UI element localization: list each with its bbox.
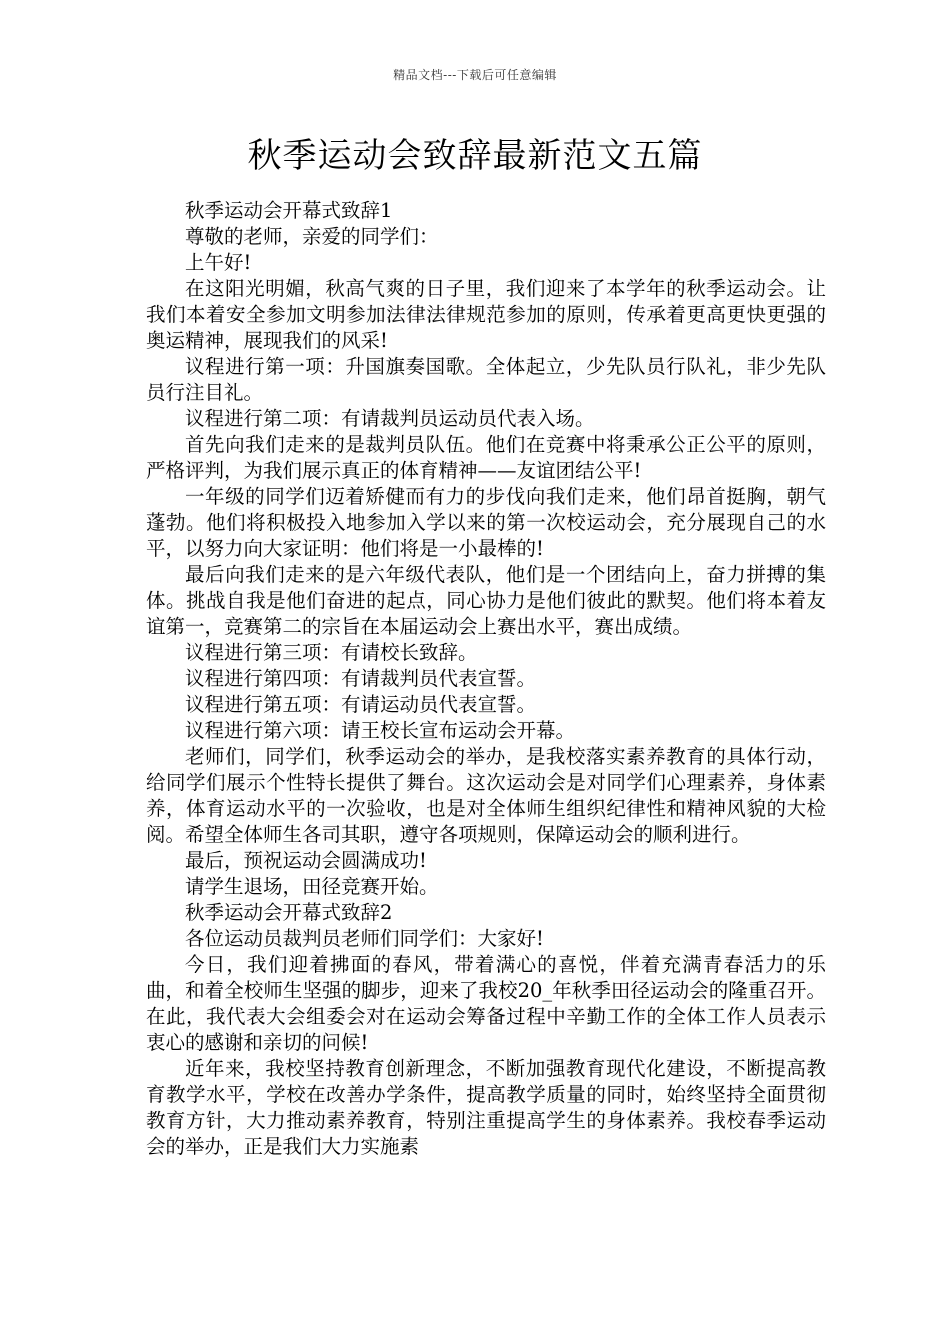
paragraph: 老师们，同学们，秋季运动会的举办，是我校落实素养教育的具体行动，给同学们展示个性特长提供了舞台。这次运动会是对同学们心理素养，身体素养，体育运动水平的一次验收，也是对全体师生组织纪律性和精神风貌的大检阅。希望全体师生各司其职，遵守各项规则，保障运动会的顺利进行。 — [146, 745, 826, 846]
paragraph: 秋季运动会开幕式致辞2 — [185, 901, 393, 924]
paragraph: 最后向我们走来的是六年级代表队，他们是一个团结向上，奋力拼搏的集体。挑战自我是他们奋进的起点，同心协力是他们彼此的默契。他们将本着友谊第一，竞赛第二的宗旨在本届运动会上赛出水平，赛出成绩。 — [146, 563, 826, 638]
paragraph: 请学生退场，田径竞赛开始。 — [185, 875, 439, 898]
paragraph: 议程进行第四项：有请裁判员代表宣誓。 — [185, 667, 537, 690]
paragraph: 议程进行第三项：有请校长致辞。 — [185, 641, 478, 664]
paragraph: 近年来，我校坚持教育创新理念，不断加强教育现代化建设，不断提高教育教学水平，学校在改善办学条件，提高教学质量的同时，始终坚持全面贯彻教育方针，大力推动素养教育，特别注重提高学生的身体素养。我校春季运动会的举办，正是我们大力实施素 — [146, 1057, 826, 1158]
document-body — [146, 198, 826, 1160]
paragraph: 议程进行第二项：有请裁判员运动员代表入场。 — [185, 407, 595, 430]
paragraph: 各位运动员裁判员老师们同学们：大家好! — [185, 927, 544, 950]
paragraph: 议程进行第六项：请王校长宣布运动会开幕。 — [185, 719, 576, 742]
paragraph: 一年级的同学们迈着矫健而有力的步伐向我们走来，他们昂首挺胸，朝气蓬勃。他们将积极投入地参加入学以来的第一次校运动会，充分展现自己的水平，以努力向大家证明：他们将是一小最棒的! — [146, 485, 826, 560]
paragraph: 今日，我们迎着拂面的春风，带着满心的喜悦，伴着充满青春活力的乐曲，和着全校师生坚强的脚步，迎来了我校20_年秋季田径运动会的隆重召开。在此，我代表大会组委会对在运动会筹备过程中辛勤工作的全体工作人员表示衷心的感谢和亲切的问候! — [146, 953, 826, 1054]
paragraph: 在这阳光明媚，秋高气爽的日子里，我们迎来了本学年的秋季运动会。让我们本着安全参加文明参加法律法律规范参加的原则，传承着更高更快更强的奥运精神，展现我们的风采! — [146, 277, 826, 352]
paragraph: 首先向我们走来的是裁判员队伍。他们在竞赛中将秉承公正公平的原则，严格评判，为我们展示真正的体育精神——友谊团结公平! — [146, 433, 826, 482]
paragraph: 最后，预祝运动会圆满成功! — [185, 849, 427, 872]
page-header-note: 精品文档---下载后可任意编辑 — [393, 68, 557, 82]
paragraph: 议程进行第五项：有请运动员代表宣誓。 — [185, 693, 537, 716]
paragraph: 上午好! — [185, 251, 252, 274]
paragraph: 议程进行第一项：升国旗奏国歌。全体起立，少先队员行队礼，非少先队员行注目礼。 — [146, 355, 826, 404]
document-title: 秋季运动会致辞最新范文五篇 — [247, 136, 703, 176]
paragraph: 尊敬的老师，亲爱的同学们： — [185, 225, 439, 248]
paragraph: 秋季运动会开幕式致辞1 — [185, 199, 393, 222]
